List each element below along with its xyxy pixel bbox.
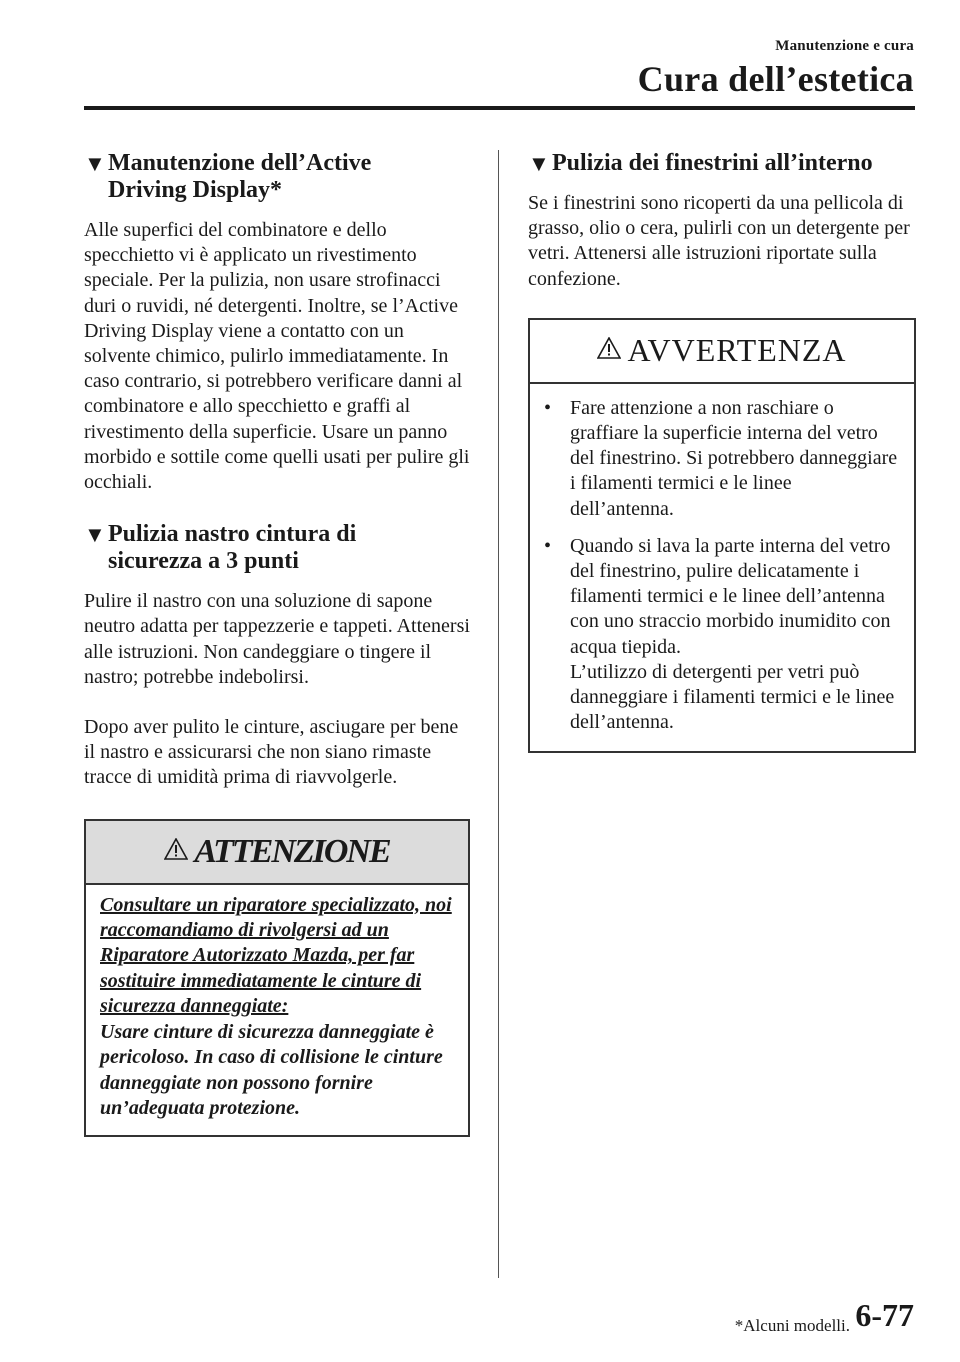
heading-line-2: Driving Display*: [108, 177, 283, 203]
triangle-marker-icon: ▼: [528, 151, 550, 176]
caution-box-body: [86, 885, 468, 1136]
section-heading-active-driving-display: [84, 150, 470, 204]
caution-label: ATTENZIONE: [194, 832, 390, 870]
left-column: [84, 150, 470, 1137]
paragraph-active-driving-display: Alle superfici del combinatore e dello specchietto vi è applicato un rivestimento speciale. Per la pulizia, non usare strofinacci duri o ruvidi, né detergenti. Inoltre, se l’Active Driving Display viene a contatto con un solvente chimico, pulirlo immediatamente. In caso contrario, si potrebbero verificare danni al combinatore e allo specchietto e graffi al rivestimento della superficie. Usare un panno morbido e sottile come quelli usati per pulire gli occhiali.: [84, 219, 470, 494]
warning-label: AVVERTENZA: [627, 332, 847, 369]
page-number: 6-77: [855, 1297, 914, 1333]
header-rule: [84, 106, 915, 110]
triangle-marker-icon: ▼: [84, 151, 106, 176]
right-column: [528, 150, 916, 753]
bullet-extra-text: L’utilizzo di detergenti per vetri può danneggiare i filamenti termici e le linee dell’antenna.: [570, 660, 895, 734]
triangle-marker-icon: ▼: [84, 522, 106, 548]
bullet-text: Fare attenzione a non raschiare o graffiare la superficie interna del vetro del finestrino. Si potrebbero danneggiare i filamenti termici e le linee dell’antenna.: [570, 396, 898, 520]
bullet-icon: •: [544, 534, 552, 557]
warning-triangle-icon: [164, 838, 188, 860]
header-section: Manutenzione e cura: [775, 38, 914, 54]
bullet-text: Quando si lava la parte interna del vetro del finestrino, pulire delicatamente i filamenti termici e le linee dell’antenna con uno straccio morbido inumidito con acqua tiepida.: [570, 534, 891, 658]
section-heading-window-cleaning: [528, 150, 916, 177]
warning-box-body: [530, 384, 914, 752]
warning-bullet-item: [544, 534, 900, 736]
warning-bullet-item: [544, 396, 900, 522]
bullet-icon: •: [544, 396, 552, 419]
heading-line-1: Pulizia dei finestrini all’interno: [552, 150, 873, 176]
paragraph-seatbelt-drying: Dopo aver pulito le cinture, asciugare per bene il nastro e assicurarsi che non siano rimaste tracce di umidità prima di riavvolgerle.: [84, 716, 459, 789]
caution-text: Usare cinture di sicurezza danneggiate è pericoloso. In caso di collisione le cinture danneggiate non possono fornire un’adeguata protezione.: [100, 1020, 443, 1119]
heading-line-2: sicurezza a 3 punti: [108, 548, 299, 575]
heading-line-1: Manutenzione dell’Active: [108, 150, 372, 176]
warning-triangle-icon: [597, 337, 621, 359]
caution-underlined-text: Consultare un riparatore specializzato, noi raccomandiamo di rivolgersi ad un Riparatore Autorizzato Mazda, per far sostituire immediatamente le cinture di sicurezza danneggiate:: [100, 893, 452, 1018]
warning-box: [528, 318, 916, 754]
caution-box: [84, 819, 470, 1138]
column-divider: [498, 150, 499, 1278]
caution-box-header: [86, 821, 468, 885]
paragraph-seatbelt-cleaning: Pulire il nastro con una soluzione di sapone neutro adatta per tappezzerie e tappeti. Attenersi alle istruzioni. Non candeggiare o tingere il nastro; potrebbe indebolirsi.: [84, 590, 470, 688]
page-title: Cura dell’estetica: [637, 59, 914, 99]
section-heading-seatbelt: [84, 521, 470, 575]
paragraph-window-cleaning: Se i finestrini sono ricoperti da una pellicola di grasso, olio o cera, pulirli con un detergente per vetri. Attenersi alle istruzioni riportate sulla confezione.: [528, 192, 910, 290]
heading-line-1: Pulizia nastro cintura di: [108, 521, 357, 548]
footnote: *Alcuni modelli.: [734, 1316, 850, 1335]
warning-box-header: [530, 320, 914, 384]
